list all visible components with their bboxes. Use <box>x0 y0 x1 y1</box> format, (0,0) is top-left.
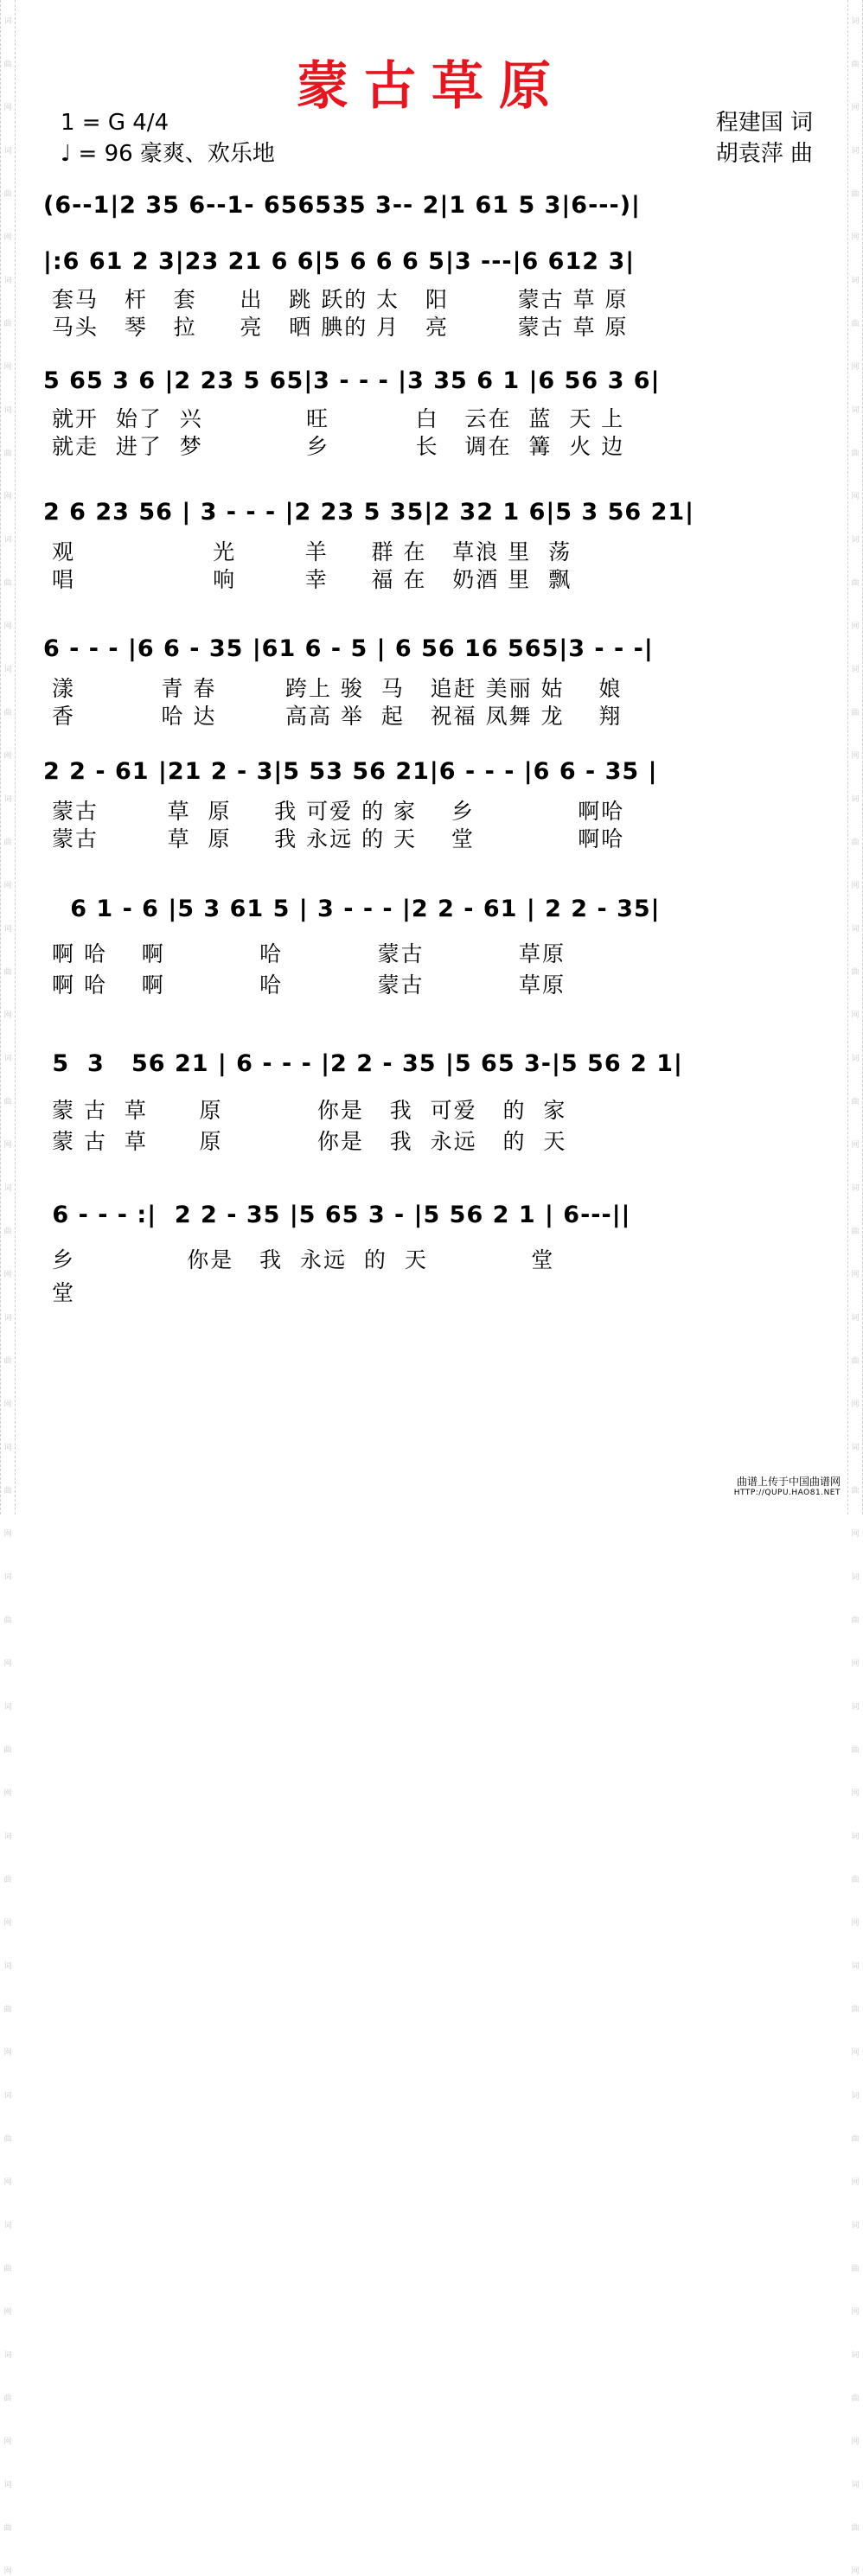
watermark-glyph: 词 <box>851 1703 860 1712</box>
watermark-glyph: 曲 <box>3 838 12 847</box>
watermark-glyph: 网 <box>851 1271 860 1279</box>
watermark-glyph: 网 <box>3 2438 12 2446</box>
watermark-glyph: 网 <box>851 2178 860 2187</box>
notation-line: 6 1 - 6 |5 3 61 5 | 3 - - - |2 2 - 61 | 2 2 - 35| <box>43 896 661 922</box>
lyricist-credit: 程建国 词 <box>715 110 813 136</box>
watermark-glyph: 曲 <box>851 838 860 847</box>
lyrics-verse-1: 就开 始了 兴 旺 白 云在 蓝 天 上 <box>52 406 625 431</box>
lyrics-verse-2: 堂 <box>52 1280 76 1305</box>
notation-line: 2 2 - 61 |21 2 - 3|5 53 56 21|6 - - - |6 6 - 35 | <box>43 758 658 785</box>
watermark-glyph: 网 <box>3 752 12 761</box>
watermark-glyph: 曲 <box>851 2005 860 2014</box>
watermark-glyph: 词 <box>851 1055 860 1063</box>
watermark-glyph: 曲 <box>851 320 860 328</box>
watermark-glyph: 词 <box>851 1184 860 1193</box>
watermark-glyph: 网 <box>851 363 860 372</box>
watermark-glyph: 网 <box>851 104 860 112</box>
watermark-glyph: 曲 <box>851 579 860 588</box>
watermark-glyph: 曲 <box>851 709 860 717</box>
watermark-glyph: 网 <box>3 1530 12 1539</box>
key-signature: 1 = G 4/4 <box>61 110 169 136</box>
watermark-glyph: 曲 <box>851 1746 860 1755</box>
watermark-glyph: 网 <box>851 1400 860 1409</box>
watermark-glyph: 词 <box>3 925 12 934</box>
lyrics-verse-2: 蒙古 草 原 我 永远 的 天 堂 啊哈 <box>52 826 625 851</box>
watermark-glyph: 网 <box>851 1919 860 1928</box>
notation-line: 5 65 3 6 |2 23 5 65|3 - - - |3 35 6 1 |6 56 3 6| <box>43 367 661 394</box>
lyrics-verse-2: 蒙 古 草 原 你是 我 永远 的 天 <box>52 1129 567 1154</box>
watermark-glyph: 网 <box>3 493 12 501</box>
watermark-glyph: 词 <box>3 1184 12 1193</box>
watermark-glyph: 曲 <box>3 320 12 328</box>
watermark-glyph: 曲 <box>851 1487 860 1495</box>
watermark-glyph: 曲 <box>3 1098 12 1106</box>
watermark-glyph: 曲 <box>3 2135 12 2144</box>
left-watermark-strip <box>0 0 16 2576</box>
notation-line: 6 - - - :| 2 2 - 35 |5 65 3 - |5 56 2 1 | 6---|| <box>43 1202 631 1228</box>
watermark-glyph: 词 <box>3 406 12 415</box>
watermark-glyph: 网 <box>3 622 12 631</box>
score-meta-left <box>61 107 275 169</box>
watermark-glyph: 词 <box>3 1314 12 1323</box>
watermark-glyph: 网 <box>3 233 12 242</box>
notation-line: |:6 61 2 3|23 21 6 6|5 6 6 6 5|3 ---|6 612 3| <box>43 248 636 275</box>
watermark-glyph: 曲 <box>851 1227 860 1236</box>
watermark-glyph: 网 <box>3 2049 12 2057</box>
watermark-glyph: 网 <box>3 1789 12 1798</box>
lyrics-verse-1: 乡 你是 我 永远 的 天 堂 <box>52 1247 555 1272</box>
watermark-glyph: 词 <box>3 1573 12 1582</box>
lyrics-verse-2: 香 哈 达 高高 举 起 祝福 凤舞 龙 翔 <box>52 704 623 729</box>
watermark-glyph: 网 <box>851 1789 860 1798</box>
watermark-glyph: 词 <box>851 2351 860 2360</box>
watermark-glyph: 曲 <box>3 2524 12 2533</box>
watermark-glyph: 曲 <box>851 450 860 458</box>
watermark-glyph: 词 <box>851 406 860 415</box>
watermark-glyph: 曲 <box>3 579 12 588</box>
watermark-glyph: 词 <box>3 2351 12 2360</box>
watermark-glyph: 曲 <box>3 968 12 977</box>
watermark-glyph: 网 <box>3 1400 12 1409</box>
notation-line: 2 6 23 56 | 3 - - - |2 23 5 35|2 32 1 6|5 3 56 21| <box>43 499 695 526</box>
lyrics-verse-1: 蒙古 草 原 我 可爱 的 家 乡 啊哈 <box>52 799 625 824</box>
tempo-marking: ♩ = 96 豪爽、欢乐地 <box>61 141 275 167</box>
watermark-glyph: 网 <box>851 1660 860 1668</box>
watermark-glyph: 网 <box>3 104 12 112</box>
watermark-glyph: 网 <box>3 1141 12 1150</box>
lyrics-verse-1: 啊 哈 啊 哈 蒙古 草原 <box>52 941 566 966</box>
lyrics-verse-2: 唱 响 幸 福 在 奶酒 里 飘 <box>52 567 572 592</box>
watermark-glyph: 词 <box>851 2222 860 2230</box>
watermark-glyph: 网 <box>3 1919 12 1928</box>
watermark-glyph: 词 <box>851 1833 860 1841</box>
watermark-glyph: 网 <box>851 1141 860 1150</box>
footer-url: HTTP://QUPU.HAO81.NET <box>733 1489 841 1497</box>
watermark-glyph: 曲 <box>851 190 860 199</box>
watermark-glyph: 词 <box>3 2481 12 2490</box>
watermark-glyph: 网 <box>851 752 860 761</box>
watermark-glyph: 曲 <box>3 450 12 458</box>
watermark-glyph: 词 <box>851 1962 860 1971</box>
watermark-glyph: 词 <box>3 795 12 804</box>
watermark-glyph: 曲 <box>3 2394 12 2403</box>
lyrics-verse-2: 马头 琴 拉 亮 晒 腆的 月 亮 蒙古 草 原 <box>52 315 629 340</box>
watermark-glyph: 词 <box>851 17 860 26</box>
watermark-glyph: 曲 <box>3 1357 12 1366</box>
watermark-glyph: 曲 <box>851 1357 860 1366</box>
watermark-glyph: 网 <box>3 1660 12 1668</box>
watermark-glyph: 词 <box>3 536 12 545</box>
watermark-glyph: 词 <box>851 925 860 934</box>
watermark-glyph: 曲 <box>3 1746 12 1755</box>
watermark-glyph: 曲 <box>3 1487 12 1495</box>
watermark-glyph: 词 <box>851 277 860 285</box>
watermark-glyph: 曲 <box>3 61 12 69</box>
watermark-glyph: 词 <box>3 2092 12 2101</box>
watermark-glyph: 网 <box>851 1011 860 1020</box>
lyrics-verse-1: 漾 青 春 跨上 骏 马 追赶 美丽 姑 娘 <box>52 676 623 701</box>
lyrics-verse-2: 就走 进了 梦 乡 长 调在 篝 火 边 <box>52 434 625 459</box>
watermark-glyph: 词 <box>851 795 860 804</box>
score-meta-right <box>716 107 813 169</box>
watermark-glyph: 网 <box>851 2308 860 2317</box>
watermark-glyph: 网 <box>3 2567 12 2576</box>
watermark-glyph: 曲 <box>3 709 12 717</box>
watermark-glyph: 网 <box>851 233 860 242</box>
watermark-glyph: 网 <box>3 2308 12 2317</box>
watermark-glyph: 词 <box>3 147 12 156</box>
watermark-glyph: 曲 <box>851 2135 860 2144</box>
watermark-glyph: 词 <box>851 1314 860 1323</box>
watermark-glyph: 网 <box>3 882 12 890</box>
watermark-glyph: 曲 <box>851 2524 860 2533</box>
watermark-glyph: 词 <box>3 2222 12 2230</box>
watermark-glyph: 词 <box>851 1573 860 1582</box>
watermark-glyph: 词 <box>851 2092 860 2101</box>
watermark-glyph: 网 <box>851 2049 860 2057</box>
composer-credit: 胡袁萍 曲 <box>715 141 813 167</box>
watermark-glyph: 词 <box>851 536 860 545</box>
watermark-glyph: 词 <box>3 17 12 26</box>
watermark-glyph: 词 <box>3 666 12 674</box>
watermark-glyph: 曲 <box>851 2394 860 2403</box>
watermark-glyph: 曲 <box>851 61 860 69</box>
watermark-glyph: 网 <box>3 363 12 372</box>
footer-source: 曲谱上传于中国曲谱网 <box>736 1476 841 1488</box>
notation-line: (6--1|2 35 6--1- 656535 3-- 2|1 61 5 3|6---)| <box>43 192 641 219</box>
watermark-glyph: 词 <box>851 2481 860 2490</box>
watermark-glyph: 词 <box>3 1444 12 1452</box>
watermark-glyph: 曲 <box>3 190 12 199</box>
song-title: 蒙古草原 <box>297 56 566 117</box>
watermark-glyph: 网 <box>851 882 860 890</box>
watermark-glyph: 词 <box>3 1055 12 1063</box>
watermark-glyph: 曲 <box>3 1227 12 1236</box>
watermark-glyph: 网 <box>851 1530 860 1539</box>
watermark-glyph: 曲 <box>3 1876 12 1884</box>
watermark-glyph: 网 <box>3 1011 12 1020</box>
notation-line: 5 3 56 21 | 6 - - - |2 2 - 35 |5 65 3-|5 56 2 1| <box>43 1050 683 1077</box>
watermark-glyph: 网 <box>851 622 860 631</box>
watermark-glyph: 曲 <box>3 2005 12 2014</box>
watermark-glyph: 网 <box>3 1271 12 1279</box>
watermark-glyph: 词 <box>851 666 860 674</box>
watermark-glyph: 词 <box>3 1962 12 1971</box>
watermark-glyph: 曲 <box>851 1876 860 1884</box>
watermark-glyph: 词 <box>851 1444 860 1452</box>
lyrics-verse-2: 啊 哈 啊 哈 蒙古 草原 <box>52 972 566 998</box>
right-watermark-strip <box>847 0 863 2576</box>
watermark-glyph: 曲 <box>851 968 860 977</box>
watermark-glyph: 曲 <box>851 2265 860 2273</box>
watermark-glyph: 网 <box>3 2178 12 2187</box>
footer-credit <box>734 1476 841 1499</box>
watermark-glyph: 词 <box>851 147 860 156</box>
lyrics-verse-1: 蒙 古 草 原 你是 我 可爱 的 家 <box>52 1098 567 1123</box>
watermark-glyph: 词 <box>3 1833 12 1841</box>
watermark-glyph: 网 <box>851 493 860 501</box>
lyrics-verse-1: 观 光 羊 群 在 草浪 里 荡 <box>52 539 572 564</box>
watermark-glyph: 曲 <box>851 1616 860 1625</box>
watermark-glyph: 网 <box>851 2438 860 2446</box>
lyrics-verse-1: 套马 杆 套 出 跳 跃的 太 阳 蒙古 草 原 <box>52 287 629 312</box>
watermark-glyph: 曲 <box>3 2265 12 2273</box>
watermark-glyph: 曲 <box>851 1098 860 1106</box>
watermark-glyph: 词 <box>3 1703 12 1712</box>
watermark-glyph: 词 <box>3 277 12 285</box>
watermark-glyph: 曲 <box>3 1616 12 1625</box>
watermark-glyph: 网 <box>851 2567 860 2576</box>
notation-line: 6 - - - |6 6 - 35 |61 6 - 5 | 6 56 16 565|3 - - -| <box>43 635 654 662</box>
